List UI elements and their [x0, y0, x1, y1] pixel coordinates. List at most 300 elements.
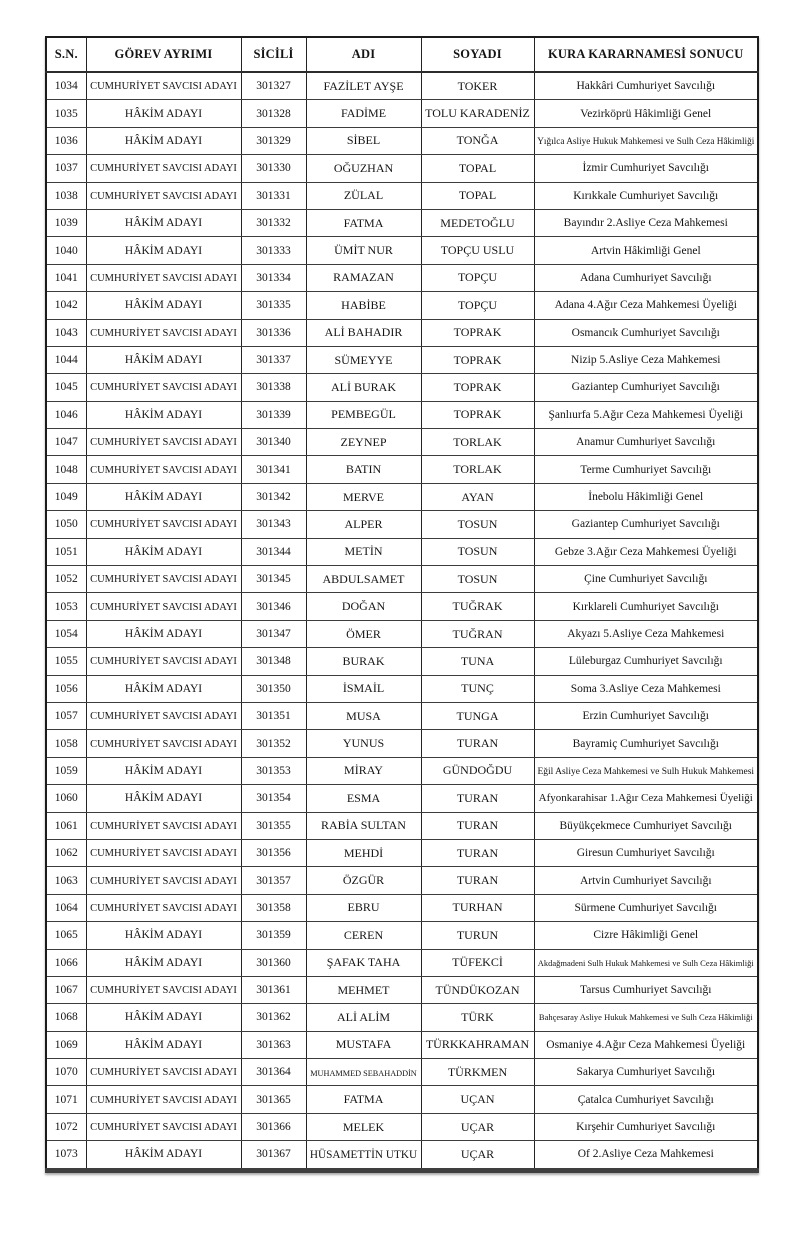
cell-text: 1059	[54, 764, 78, 777]
cell-sonuc	[534, 346, 758, 373]
cell-sonuc	[534, 785, 758, 812]
cell-text: CUMHURİYET SAVCISI ADAYI	[90, 820, 237, 832]
table-row	[46, 949, 758, 976]
cell-text: 1052	[54, 573, 78, 586]
cell-text: 1039	[54, 217, 78, 230]
header-text: ADI	[351, 47, 376, 61]
cell-text: 301335	[256, 299, 291, 312]
cell-text: İSMAİL	[342, 681, 385, 696]
cell-text: Erzin Cumhuriyet Savcılığı	[582, 710, 709, 723]
cell-soyadi	[421, 949, 534, 976]
cell-soyadi	[421, 538, 534, 565]
cell-text: HÂKİM ADAYI	[124, 545, 203, 558]
cell-adi	[306, 812, 421, 839]
cell-text: HÂKİM ADAYI	[124, 956, 203, 969]
cell-text: HÂKİM ADAYI	[124, 764, 203, 777]
cell-sonuc	[534, 483, 758, 510]
cell-text: TOPAL	[458, 188, 497, 203]
table-row	[46, 538, 758, 565]
cell-text: Çine Cumhuriyet Savcılığı	[584, 573, 708, 586]
cell-sicil	[241, 538, 306, 565]
cell-sonuc	[534, 894, 758, 921]
cell-sn	[46, 1086, 86, 1113]
cell-sicil	[241, 429, 306, 456]
cell-text: ZÜLAL	[343, 188, 384, 203]
cell-text: Akyazı 5.Asliye Ceza Mahkemesi	[567, 628, 725, 640]
cell-sn	[46, 648, 86, 675]
cell-text: 1064	[54, 901, 78, 914]
cell-text: İnebolu Hâkimliği Genel	[588, 491, 704, 504]
cell-sicil	[241, 593, 306, 620]
header-row	[46, 37, 758, 72]
cell-text: TUNA	[460, 653, 495, 668]
cell-text: HÂKİM ADAYI	[124, 354, 203, 367]
cell-text: 1037	[54, 162, 78, 175]
cell-sonuc	[534, 264, 758, 291]
cell-sicil	[241, 894, 306, 921]
cell-adi	[306, 730, 421, 757]
cell-text: 1044	[54, 354, 78, 367]
cell-text: TOSUN	[457, 544, 498, 559]
cell-adi	[306, 346, 421, 373]
cell-text: Afyonkarahisar 1.Ağır Ceza Mahkemesi Üyeliği	[538, 792, 753, 805]
cell-soyadi	[421, 319, 534, 346]
cell-sicil	[241, 374, 306, 401]
cell-sicil	[241, 675, 306, 702]
cell-sonuc	[534, 155, 758, 182]
cell-sicil	[241, 182, 306, 209]
cell-adi	[306, 1031, 421, 1058]
cell-text: Eğil Asliye Ceza Mahkemesi ve Sulh Hukuk Mahkemesi	[537, 766, 755, 777]
cell-soyadi	[421, 976, 534, 1003]
table-row	[46, 483, 758, 510]
cell-adi	[306, 100, 421, 127]
cell-text: Vezirköprü Hâkimliği Genel	[580, 107, 712, 120]
cell-text: CUMHURİYET SAVCISI ADAYI	[90, 327, 237, 339]
cell-sonuc	[534, 949, 758, 976]
cell-gorev	[86, 894, 241, 921]
cell-sicil	[241, 100, 306, 127]
cell-text: 301328	[256, 107, 291, 120]
table-row	[46, 566, 758, 593]
cell-sicil	[241, 839, 306, 866]
cell-soyadi	[421, 566, 534, 593]
cell-text: 301353	[256, 764, 291, 777]
cell-text: 301339	[256, 408, 291, 421]
cell-text: FATMA	[343, 1092, 384, 1107]
cell-text: TUNGA	[456, 708, 499, 723]
cell-text: TOPÇU	[457, 297, 498, 312]
cell-adi	[306, 538, 421, 565]
cell-soyadi	[421, 922, 534, 949]
cell-text: 301340	[256, 436, 291, 449]
cell-text: 1043	[54, 326, 78, 339]
cell-text: 301333	[256, 244, 291, 257]
cell-gorev	[86, 1113, 241, 1140]
cell-text: Gebze 3.Ağır Ceza Mahkemesi Üyeliği	[554, 545, 737, 558]
cell-sn	[46, 1059, 86, 1086]
cell-text: 1050	[54, 518, 78, 531]
table-row	[46, 319, 758, 346]
cell-sn	[46, 483, 86, 510]
cell-sicil	[241, 209, 306, 236]
cell-text: TURUN	[456, 927, 499, 942]
cell-text: CUMHURİYET SAVCISI ADAYI	[90, 1067, 237, 1079]
table-row	[46, 620, 758, 647]
cell-adi	[306, 593, 421, 620]
cell-sn	[46, 593, 86, 620]
cell-text: Kırşehir Cumhuriyet Savcılığı	[576, 1121, 716, 1134]
cell-sicil	[241, 346, 306, 373]
cell-sn	[46, 867, 86, 894]
cell-text: TURAN	[456, 873, 499, 888]
cell-sonuc	[534, 675, 758, 702]
cell-sn	[46, 839, 86, 866]
cell-text: HÂKİM ADAYI	[124, 929, 203, 942]
cell-text: CUMHURİYET SAVCISI ADAYI	[90, 1122, 237, 1134]
cell-sonuc	[534, 209, 758, 236]
cell-adi	[306, 675, 421, 702]
cell-text: CUMHURİYET SAVCISI ADAYI	[90, 656, 237, 668]
cell-soyadi	[421, 100, 534, 127]
cell-text: MİRAY	[344, 763, 383, 778]
cell-soyadi	[421, 264, 534, 291]
cell-text: TORLAK	[453, 462, 502, 477]
cell-text: TOKER	[457, 78, 498, 93]
table-row	[46, 401, 758, 428]
cell-gorev	[86, 538, 241, 565]
cell-gorev	[86, 593, 241, 620]
cell-text: 1053	[54, 600, 78, 613]
cell-adi	[306, 401, 421, 428]
table-row	[46, 1004, 758, 1031]
cell-text: YUNUS	[342, 736, 385, 751]
cell-text: CUMHURİYET SAVCISI ADAYI	[90, 985, 237, 997]
cell-soyadi	[421, 1141, 534, 1170]
cell-sicil	[241, 483, 306, 510]
cell-text: 1051	[54, 545, 78, 558]
cell-text: 1070	[54, 1066, 78, 1079]
cell-text: CUMHURİYET SAVCISI ADAYI	[90, 190, 237, 202]
cell-text: RABİA SULTAN	[321, 818, 406, 833]
cell-sonuc	[534, 593, 758, 620]
cell-sicil	[241, 949, 306, 976]
cell-text: CUMHURİYET SAVCISI ADAYI	[90, 81, 237, 93]
cell-text: HÂKİM ADAYI	[124, 792, 203, 805]
cell-sonuc	[534, 566, 758, 593]
column-header-soyadi	[421, 37, 534, 72]
cell-sonuc	[534, 648, 758, 675]
cell-sn	[46, 374, 86, 401]
cell-text: HÂKİM ADAYI	[124, 244, 203, 257]
cell-text: 1034	[54, 80, 78, 93]
table-row	[46, 593, 758, 620]
cell-soyadi	[421, 1004, 534, 1031]
cell-text: Çatalca Cumhuriyet Savcılığı	[577, 1093, 714, 1106]
cell-soyadi	[421, 812, 534, 839]
cell-text: TURHAN	[452, 900, 503, 915]
cell-sicil	[241, 1086, 306, 1113]
cell-sicil	[241, 702, 306, 729]
table-row	[46, 72, 758, 100]
column-header-sonuc	[534, 37, 758, 72]
cell-text: MELEK	[342, 1119, 385, 1134]
cell-sn	[46, 894, 86, 921]
cell-text: HÂKİM ADAYI	[124, 217, 203, 230]
cell-gorev	[86, 976, 241, 1003]
cell-text: 1063	[54, 874, 78, 887]
cell-text: HÂKİM ADAYI	[124, 1038, 203, 1051]
cell-sn	[46, 182, 86, 209]
cell-text: Lüleburgaz Cumhuriyet Savcılığı	[568, 655, 723, 668]
cell-adi	[306, 949, 421, 976]
cell-text: 1066	[54, 956, 78, 969]
cell-soyadi	[421, 593, 534, 620]
cell-text: TURAN	[456, 818, 499, 833]
cell-text: BURAK	[342, 653, 385, 668]
cell-text: CUMHURİYET SAVCISI ADAYI	[90, 272, 237, 284]
cell-text: 1045	[54, 381, 78, 394]
cell-text: ALİ ALİM	[337, 1009, 390, 1024]
cell-soyadi	[421, 757, 534, 784]
cell-sonuc	[534, 538, 758, 565]
cell-adi	[306, 456, 421, 483]
cell-text: 1046	[54, 408, 78, 421]
cell-sicil	[241, 1113, 306, 1140]
table-row	[46, 1059, 758, 1086]
cell-gorev	[86, 648, 241, 675]
cell-gorev	[86, 237, 241, 264]
cell-text: FADİME	[340, 106, 387, 121]
cell-sicil	[241, 237, 306, 264]
cell-sn	[46, 511, 86, 538]
cell-text: CUMHURİYET SAVCISI ADAYI	[90, 163, 237, 175]
cell-sn	[46, 785, 86, 812]
cell-soyadi	[421, 1031, 534, 1058]
cell-sonuc	[534, 1059, 758, 1086]
cell-text: Cizre Hâkimliği Genel	[593, 929, 699, 942]
cell-text: HÂKİM ADAYI	[124, 408, 203, 421]
cell-text: HÂKİM ADAYI	[124, 628, 203, 640]
cell-sonuc	[534, 1031, 758, 1058]
cell-adi	[306, 648, 421, 675]
cell-text: CUMHURİYET SAVCISI ADAYI	[90, 519, 237, 531]
cell-adi	[306, 839, 421, 866]
cell-text: DOĞAN	[341, 599, 386, 614]
cell-sicil	[241, 456, 306, 483]
table-row	[46, 374, 758, 401]
cell-text: TURAN	[456, 845, 499, 860]
cell-text: ESMA	[346, 790, 381, 805]
cell-text: TOPAL	[458, 160, 497, 175]
cell-adi	[306, 429, 421, 456]
cell-adi	[306, 209, 421, 236]
cell-text: Akdağmadeni Sulh Hukuk Mahkemesi ve Sulh Ceza Hâkimliği	[537, 957, 754, 968]
cell-text: CUMHURİYET SAVCISI ADAYI	[90, 464, 237, 476]
cell-text: MERVE	[342, 489, 385, 504]
cell-text: Bahçesaray Asliye Hukuk Mahkemesi ve Sulh Ceza Hâkimliği	[538, 1012, 753, 1023]
cell-gorev	[86, 1059, 241, 1086]
table-row	[46, 894, 758, 921]
cell-sicil	[241, 620, 306, 647]
cell-gorev	[86, 401, 241, 428]
cell-text: CUMHURİYET SAVCISI ADAYI	[90, 574, 237, 586]
table-row	[46, 839, 758, 866]
cell-sonuc	[534, 182, 758, 209]
cell-text: Bayındır 2.Asliye Ceza Mahkemesi	[563, 217, 728, 230]
cell-text: FAZİLET AYŞE	[323, 78, 404, 93]
cell-soyadi	[421, 702, 534, 729]
cell-text: Anamur Cumhuriyet Savcılığı	[576, 436, 716, 449]
cell-text: GÜNDOĞDU	[442, 763, 513, 778]
cell-gorev	[86, 127, 241, 154]
cell-gorev	[86, 346, 241, 373]
cell-gorev	[86, 922, 241, 949]
table-row	[46, 1141, 758, 1170]
cell-text: Terme Cumhuriyet Savcılığı	[580, 463, 712, 476]
cell-text: 301359	[256, 929, 291, 942]
cell-sicil	[241, 1004, 306, 1031]
cell-sonuc	[534, 812, 758, 839]
cell-soyadi	[421, 374, 534, 401]
cell-text: 1035	[54, 107, 78, 120]
cell-text: MUHAMMED SEBAHADDİN	[310, 1068, 417, 1078]
cell-soyadi	[421, 675, 534, 702]
header-text: KURA KARARNAMESİ SONUCU	[547, 47, 744, 61]
cell-adi	[306, 757, 421, 784]
table-row	[46, 456, 758, 483]
cell-text: TÜFEKCİ	[452, 955, 503, 970]
cell-soyadi	[421, 155, 534, 182]
cell-text: 1065	[54, 929, 78, 942]
cell-text: 1038	[54, 189, 78, 202]
cell-text: CUMHURİYET SAVCISI ADAYI	[90, 601, 237, 613]
cell-sn	[46, 1141, 86, 1170]
cell-soyadi	[421, 346, 534, 373]
cell-text: 301330	[256, 162, 291, 175]
cell-text: 301365	[256, 1093, 291, 1106]
cell-sn	[46, 730, 86, 757]
cell-sonuc	[534, 839, 758, 866]
table-row	[46, 292, 758, 319]
cell-text: 301346	[256, 600, 291, 613]
cell-text: TOPRAK	[453, 325, 502, 340]
cell-text: 1042	[54, 299, 78, 312]
cell-text: Hakkâri Cumhuriyet Savcılığı	[576, 80, 716, 93]
cell-text: ÖZGÜR	[342, 873, 385, 888]
cell-soyadi	[421, 730, 534, 757]
cell-text: 1058	[54, 737, 78, 750]
cell-sn	[46, 620, 86, 647]
cell-sicil	[241, 319, 306, 346]
cell-text: EBRU	[347, 900, 380, 915]
cell-text: 1062	[54, 847, 78, 860]
cell-sonuc	[534, 374, 758, 401]
cell-text: UÇAR	[460, 1119, 495, 1134]
cell-sonuc	[534, 867, 758, 894]
cell-soyadi	[421, 292, 534, 319]
cell-sonuc	[534, 511, 758, 538]
cell-sicil	[241, 292, 306, 319]
cell-text: Sürmene Cumhuriyet Savcılığı	[574, 901, 717, 914]
cell-sn	[46, 922, 86, 949]
cell-sonuc	[534, 1141, 758, 1170]
cell-text: Büyükçekmece Cumhuriyet Savcılığı	[559, 819, 732, 832]
cell-text: 301347	[256, 628, 291, 640]
cell-text: 301332	[256, 217, 291, 230]
cell-sn	[46, 1031, 86, 1058]
cell-sonuc	[534, 292, 758, 319]
table-row	[46, 812, 758, 839]
cell-gorev	[86, 1031, 241, 1058]
cell-text: 301352	[256, 737, 291, 750]
cell-adi	[306, 620, 421, 647]
cell-text: 1055	[54, 655, 78, 668]
cell-sicil	[241, 127, 306, 154]
cell-text: HÂKİM ADAYI	[124, 1148, 203, 1161]
table-row	[46, 100, 758, 127]
cell-text: 301366	[256, 1121, 291, 1134]
cell-soyadi	[421, 127, 534, 154]
cell-text: MEHMET	[337, 982, 390, 997]
cell-text: CUMHURİYET SAVCISI ADAYI	[90, 738, 237, 750]
cell-text: Şanlıurfa 5.Ağır Ceza Mahkemesi Üyeliği	[548, 408, 743, 421]
cell-text: Artvin Cumhuriyet Savcılığı	[579, 874, 712, 887]
cell-sicil	[241, 757, 306, 784]
cell-gorev	[86, 429, 241, 456]
cell-text: TOPÇU	[457, 270, 498, 285]
cell-text: 301355	[256, 819, 291, 832]
cell-sonuc	[534, 237, 758, 264]
cell-text: 301361	[256, 984, 291, 997]
cell-text: CUMHURİYET SAVCISI ADAYI	[90, 711, 237, 723]
cell-text: 1036	[54, 134, 78, 147]
cell-sn	[46, 72, 86, 100]
table-row	[46, 237, 758, 264]
cell-sonuc	[534, 456, 758, 483]
cell-text: TONĞA	[456, 133, 499, 148]
cell-gorev	[86, 456, 241, 483]
cell-text: UÇAN	[460, 1092, 495, 1107]
cell-text: Gaziantep Cumhuriyet Savcılığı	[571, 381, 720, 394]
cell-text: AYAN	[461, 489, 494, 504]
cell-text: OĞUZHAN	[333, 160, 394, 175]
cell-text: TOPRAK	[453, 379, 502, 394]
cell-sn	[46, 675, 86, 702]
cell-sicil	[241, 922, 306, 949]
cell-sicil	[241, 511, 306, 538]
cell-text: CUMHURİYET SAVCISI ADAYI	[90, 902, 237, 914]
cell-soyadi	[421, 209, 534, 236]
cell-text: HÂKİM ADAYI	[124, 491, 203, 504]
table-row	[46, 785, 758, 812]
cell-text: HÜSAMETTİN UTKU	[309, 1148, 418, 1161]
cell-adi	[306, 1141, 421, 1170]
cell-adi	[306, 1086, 421, 1113]
cell-gorev	[86, 812, 241, 839]
cell-text: 301337	[256, 354, 291, 367]
cell-text: ÖMER	[346, 626, 381, 641]
cell-gorev	[86, 374, 241, 401]
cell-text: 301364	[256, 1066, 291, 1079]
cell-text: PEMBEGÜL	[331, 407, 396, 422]
cell-text: Gaziantep Cumhuriyet Savcılığı	[571, 518, 720, 531]
cell-sicil	[241, 648, 306, 675]
table-row	[46, 702, 758, 729]
cell-text: MUSA	[346, 708, 381, 723]
cell-text: BATIN	[345, 462, 382, 477]
cell-adi	[306, 292, 421, 319]
